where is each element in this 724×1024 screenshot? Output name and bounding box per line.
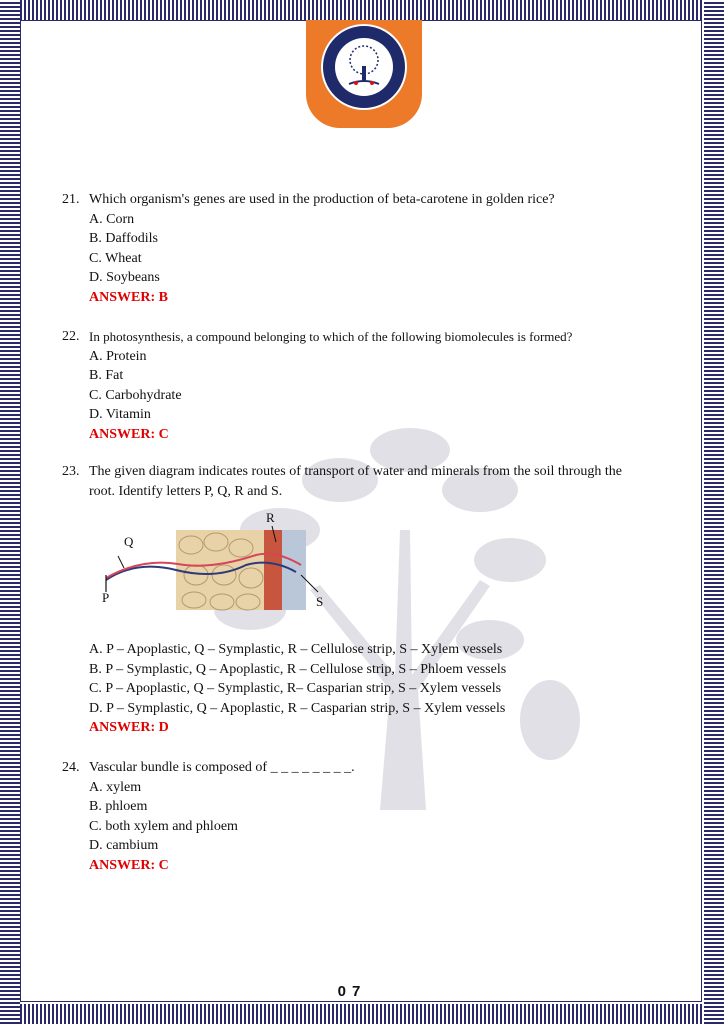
question-stem: Vascular bundle is composed of _ _ _ _ _ _ _ _. xyxy=(89,760,355,775)
diagram-label-r: R xyxy=(266,510,275,525)
question-stem-line-2: root. Identify letters P, Q, R and S. xyxy=(89,483,283,499)
border-top xyxy=(0,0,724,20)
option-d: D. Vitamin xyxy=(89,407,151,422)
option-d: D. P – Symplastic, Q – Apoplastic, R – Casparian strip, S – Xylem vessels xyxy=(89,700,506,716)
option-b: B. P – Symplastic, Q – Apoplastic, R – Cellulose strip, S – Phloem vessels xyxy=(89,661,507,677)
option-d: D. Soybeans xyxy=(89,270,160,285)
option-a: A. Corn xyxy=(89,211,135,227)
option-b: B. phloem xyxy=(89,799,148,814)
question-number: 22. xyxy=(62,329,80,344)
option-c: C. Wheat xyxy=(89,250,142,266)
diagram-label-q: Q xyxy=(124,534,134,549)
question-stem-line-1: The given diagram indicates routes of transport of water and minerals from the soil through the xyxy=(89,464,623,479)
option-c: C. both xylem and phloem xyxy=(89,818,238,834)
root-transport-diagram xyxy=(96,510,336,632)
option-c: C. P – Apoplastic, Q – Symplastic, R– Casparian strip, S – Xylem vessels xyxy=(89,681,502,696)
answer-label: ANSWER: B xyxy=(89,289,168,305)
option-a: A. xylem xyxy=(89,779,142,795)
page-number: 07 xyxy=(337,983,367,1000)
option-c: C. Carbohydrate xyxy=(89,387,182,403)
diagram-label-s: S xyxy=(316,594,324,609)
option-a: A. Protein xyxy=(89,348,147,364)
option-b: B. Daffodils xyxy=(89,231,158,246)
option-d: D. cambium xyxy=(89,838,159,853)
diagram-label-p: P xyxy=(102,590,110,605)
border-bottom xyxy=(0,1004,724,1024)
logo-tree-icon xyxy=(335,38,393,96)
border-left xyxy=(0,0,20,1024)
option-a: A. P – Apoplastic, Q – Symplastic, R – Cellulose strip, S – Xylem vessels xyxy=(89,642,503,657)
question-number: 23. xyxy=(62,464,80,479)
answer-label: ANSWER: C xyxy=(89,426,169,442)
logo-seal xyxy=(321,24,407,110)
border-right xyxy=(704,0,724,1024)
answer-label: ANSWER: C xyxy=(89,857,169,873)
question-number: 24. xyxy=(62,760,80,775)
question-stem: In photosynthesis, a compound belonging to which of the following biomolecules is formed? xyxy=(89,329,573,344)
question-number: 21. xyxy=(62,192,80,207)
question-stem: Which organism's genes are used in the production of beta-carotene in golden rice? xyxy=(89,192,555,207)
answer-label: ANSWER: D xyxy=(89,720,169,735)
option-b: B. Fat xyxy=(89,368,124,383)
header-logo-tab xyxy=(306,20,422,128)
